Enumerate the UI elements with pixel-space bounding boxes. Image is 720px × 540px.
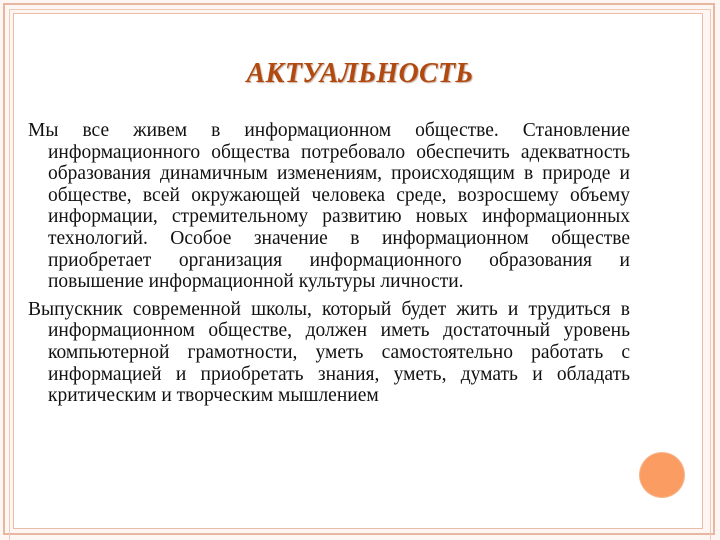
frame-top-line — [9, 9, 711, 10]
slide-title: АКТУАЛЬНОСТЬ — [246, 58, 474, 89]
decorative-circle-icon — [640, 453, 684, 497]
slide-body — [28, 120, 630, 413]
paragraph-information-society: Мы все живем в информационном обществе. Становление информационного общества потребовало обеспечить адекватность образования динамичным изменениям, происходящим в природе и обществе, всей окружающей человека среде, возросшему объему информации, стремительному развитию новых информационных технологий. Особое значение в информационном обществе приобретает организация информационного образования и повышение информационной культуры личности. — [28, 120, 630, 293]
paragraph-graduate: Выпускник современной школы, который будет жить и трудиться в информационном обществе, должен иметь достаточный уровень компьютерной грамотности, уметь самостоятельно работать с информацией и приобретать знания, уметь, думать и обладать критическим и творческим мышлением — [28, 298, 630, 407]
